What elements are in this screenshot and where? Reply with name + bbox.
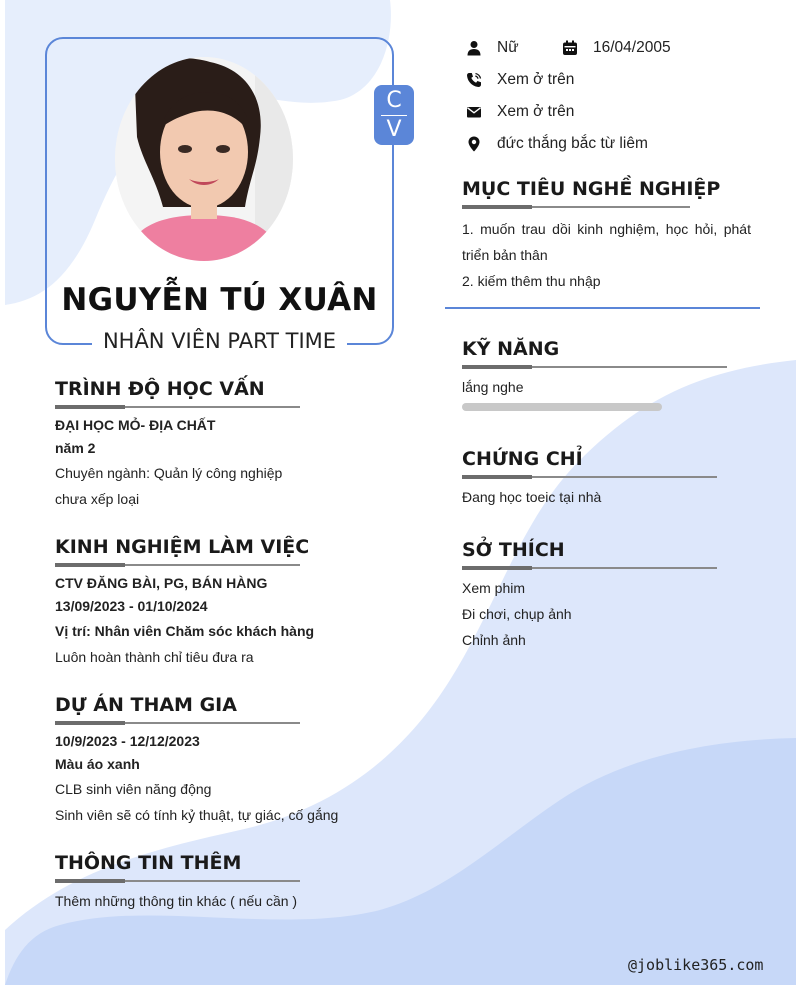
hobby-item: Chỉnh ảnh xyxy=(462,632,526,648)
skill-level-bar xyxy=(462,403,662,411)
extra-title-underline xyxy=(55,880,300,882)
skills-title-underline xyxy=(462,366,727,368)
certificates-title-underline xyxy=(462,476,717,478)
experience-title: KINH NGHIỆM LÀM VIỆC xyxy=(55,536,310,558)
extra-text: Thêm những thông tin khác ( nếu cần ) xyxy=(55,893,298,909)
calendar-icon xyxy=(561,39,579,57)
project-org: CLB sinh viên năng động xyxy=(55,781,212,797)
projects-title: DỰ ÁN THAM GIA xyxy=(55,694,237,716)
mail-icon xyxy=(465,103,483,121)
user-icon xyxy=(465,39,483,57)
skills-title: KỸ NĂNG xyxy=(462,338,560,360)
job-position: NHÂN VIÊN PART TIME xyxy=(92,329,347,353)
cv-badge-divider xyxy=(381,115,407,116)
objective-line-2: 2. kiếm thêm thu nhập xyxy=(462,273,601,289)
certificate-text: Đang học toeic tại nhà xyxy=(462,489,602,505)
hobby-item: Đi chơi, chụp ảnh xyxy=(462,606,572,622)
watermark-text: @joblike365.com xyxy=(628,956,764,974)
contact-phone-row xyxy=(465,68,574,92)
experience-desc: Luôn hoàn thành chỉ tiêu đưa ra xyxy=(55,649,254,665)
avatar-photo xyxy=(115,57,293,261)
objective-line-1: 1. muốn trau dồi kinh nghiệm, học hỏi, phát triển bản thân xyxy=(462,221,751,263)
avatar xyxy=(115,57,293,261)
extra-title: THÔNG TIN THÊM xyxy=(55,852,242,874)
contact-gender-row xyxy=(465,36,519,60)
candidate-name: NGUYỄN TÚ XUÂN xyxy=(61,282,378,318)
phone-text: Xem ở trên xyxy=(497,71,575,88)
hobbies-title: SỞ THÍCH xyxy=(462,539,565,561)
certificates-title: CHỨNG CHỈ xyxy=(462,448,583,470)
education-title: TRÌNH ĐỘ HỌC VẤN xyxy=(55,378,265,400)
email-text: Xem ở trên xyxy=(497,103,575,120)
objective-text xyxy=(462,216,751,294)
birthday-text: 16/04/2005 xyxy=(593,39,671,56)
experience-role: Vị trí: Nhân viên Chăm sóc khách hàng xyxy=(55,623,315,639)
projects-title-underline xyxy=(55,722,300,724)
cv-badge xyxy=(374,85,414,145)
contact-birthday-row xyxy=(561,36,671,60)
hobbies-title-underline xyxy=(462,567,717,569)
address-text: đức thắng bắc từ liêm xyxy=(497,135,648,152)
phone-icon xyxy=(465,71,483,89)
skill-label: lắng nghe xyxy=(462,379,524,395)
cv-badge-c: C xyxy=(386,87,402,113)
project-period: 10/9/2023 - 12/12/2023 xyxy=(55,733,200,749)
cv-badge-v: V xyxy=(386,116,402,142)
objective-title: MỤC TIÊU NGHỀ NGHIỆP xyxy=(462,178,721,200)
education-year: năm 2 xyxy=(55,440,96,456)
education-grade: chưa xếp loại xyxy=(55,491,140,507)
education-major: Chuyên ngành: Quản lý công nghiệp xyxy=(55,465,283,481)
contact-email-row xyxy=(465,100,574,124)
project-desc: Sinh viên sẽ có tính kỷ thuật, tự giác, cố gắng xyxy=(55,807,339,823)
right-column-divider xyxy=(445,307,760,309)
education-title-underline xyxy=(55,406,300,408)
contact-address-row xyxy=(465,132,648,156)
gender-text: Nữ xyxy=(497,39,519,56)
project-name: Màu áo xanh xyxy=(55,756,140,772)
experience-company: CTV ĐĂNG BÀI, PG, BÁN HÀNG xyxy=(55,575,268,591)
experience-title-underline xyxy=(55,564,300,566)
experience-period: 13/09/2023 - 01/10/2024 xyxy=(55,598,208,614)
education-school: ĐẠI HỌC MỎ- ĐỊA CHẤT xyxy=(55,417,216,433)
objective-title-underline xyxy=(462,206,690,208)
hobby-item: Xem phim xyxy=(462,580,526,596)
location-pin-icon xyxy=(465,135,483,153)
